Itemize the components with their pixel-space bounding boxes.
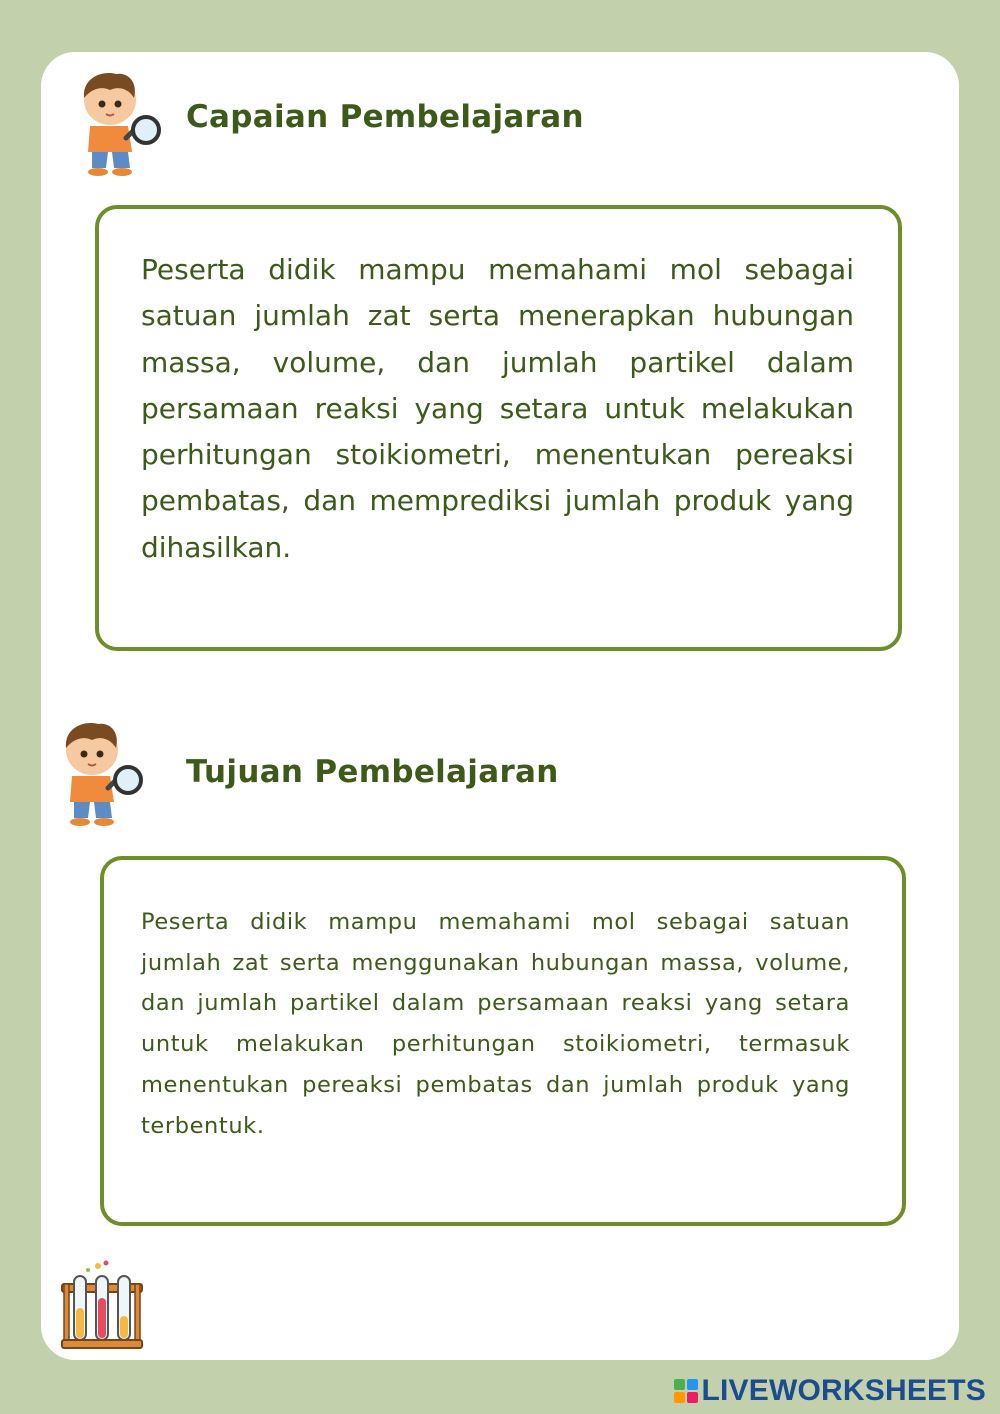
test-tube-rack-icon [58,1260,146,1352]
section-title-capaian: Capaian Pembelajaran [186,99,584,135]
tujuan-text: Peserta didik mampu memahami mol sebagai satuan jumlah zat serta menggunakan hubungan massa, volume, dan jumlah partikel dalam persamaan reaksi yang setara untuk melakukan perhitungan stoikiometri, termasuk menentukan pereaksi pembatas dan jumlah produk yang terbentuk. [141,909,850,1139]
liveworksheets-logo[interactable] [674,1374,987,1408]
boy-with-magnifier-icon [72,68,168,178]
capaian-content-box [95,205,902,651]
tujuan-content-box [100,856,906,1226]
section-title-tujuan: Tujuan Pembelajaran [186,754,559,790]
liveworksheets-mark-icon [674,1379,698,1403]
capaian-text: Peserta didik mampu memahami mol sebagai satuan jumlah zat serta menerapkan hubungan massa, volume, dan jumlah partikel dalam persamaan reaksi yang setara untuk melakukan perhitungan stoikiometri, menentukan pereaksi pembatas, dan memprediksi jumlah produk yang dihasilkan. [141,253,854,564]
boy-with-magnifier-icon [54,718,150,828]
brand-name: LIVEWORKSHEETS [701,1374,986,1407]
